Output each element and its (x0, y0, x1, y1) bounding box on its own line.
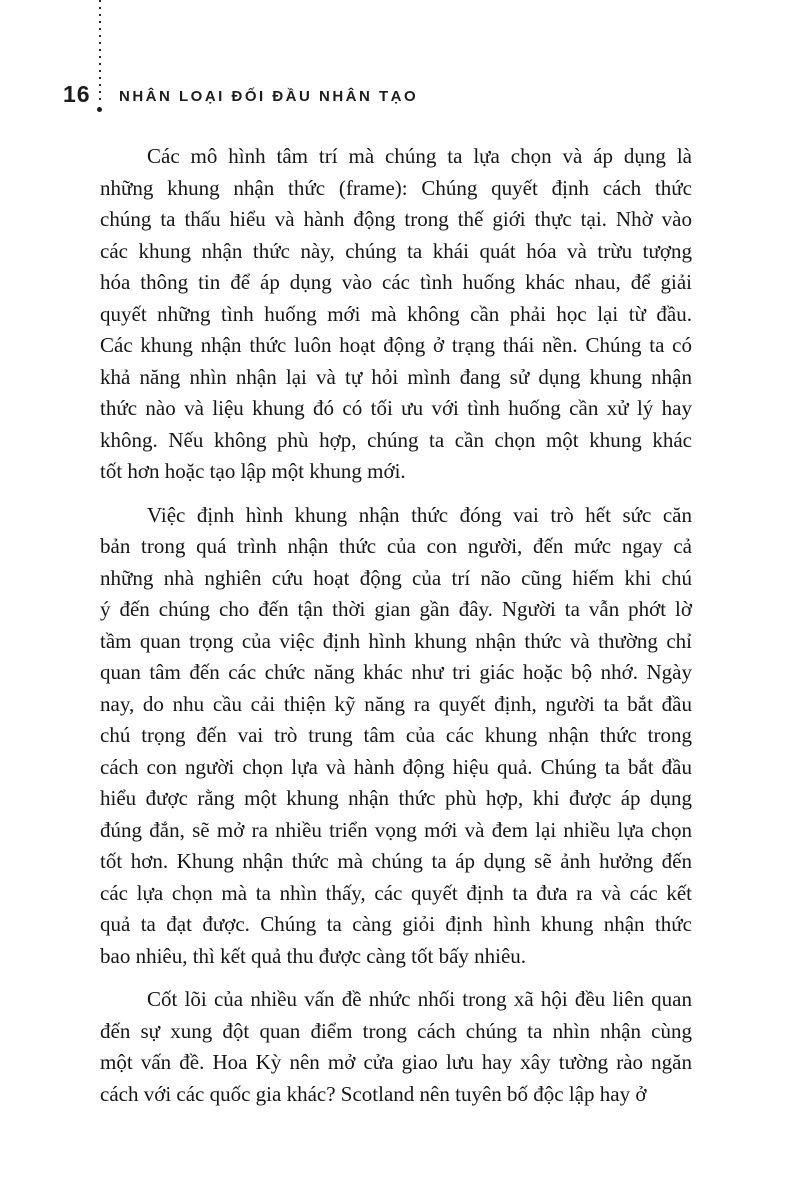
text-line: nay, do nhu cầu cải thiện kỹ năng ra quyết định, người ta bắt đầu (100, 691, 692, 716)
text-line: Các mô hình tâm trí mà chúng ta lựa chọn và áp dụng là (147, 144, 692, 168)
text-line: quyết những tình huống mới mà không cần phải học lại từ đầu. (100, 301, 692, 326)
dotted-divider (99, 0, 101, 103)
text-line: bao nhiêu, thì kết quả thu được càng tốt bấy nhiêu. (100, 943, 527, 968)
text-line: cách con người chọn lựa và hành động hiệu quả. Chúng ta bắt đầu (100, 754, 692, 779)
text-line: tốt hơn. Khung nhận thức mà chúng ta áp dụng sẽ ảnh hưởng đến (100, 849, 692, 873)
text-line: hóa thông tin để áp dụng vào các tình huống khác nhau, để giải (100, 270, 692, 294)
text-line: hiểu được rằng một khung nhận thức phù hợp, khi được áp dụng (100, 786, 692, 810)
text-line: đúng đắn, sẽ mở ra nhiều triển vọng mới và đem lại nhiều lựa chọn (100, 817, 692, 842)
text-line: các khung nhận thức này, chúng ta khái quát hóa và trừu tượng (100, 238, 692, 263)
page-body (100, 141, 692, 1110)
text-line: Cốt lõi của nhiều vấn đề nhức nhối trong xã hội đều liên quan (147, 987, 692, 1011)
text-line: tầm quan trọng của việc định hình khung nhận thức và thường chỉ (100, 628, 692, 653)
text-line: ý đến chúng cho đến tận thời gian gần đây. Người ta vẫn phớt lờ (100, 597, 692, 621)
text-line: tốt hơn hoặc tạo lập một khung mới. (100, 459, 406, 483)
text-line: thức nào và liệu khung đó có tối ưu với tình huống cần xử lý hay (100, 396, 692, 420)
text-line: quả ta đạt được. Chúng ta càng giỏi định hình khung nhận thức (100, 912, 692, 936)
text-line: một vấn đề. Hoa Kỳ nên mở cửa giao lưu hay xây tường rào ngăn (100, 1050, 692, 1074)
text-line: không. Nếu không phù hợp, chúng ta cần chọn một khung khác (100, 427, 692, 452)
text-line: những nhà nghiên cứu hoạt động của trí não cũng hiếm khi chú (100, 565, 692, 590)
paragraph (100, 141, 692, 488)
text-line: các lựa chọn mà ta nhìn thấy, các quyết định ta đưa ra và các kết (100, 880, 692, 905)
text-line: quan tâm đến các chức năng khác như tri giác hoặc bộ nhớ. Ngày (100, 660, 692, 684)
text-line: chúng ta thấu hiểu và hành động trong thế giới thực tại. Nhờ vào (100, 207, 692, 231)
text-line: chú trọng đến vai trò trung tâm của các khung nhận thức trong (100, 723, 692, 747)
text-line: cách với các quốc gia khác? Scotland nên tuyên bố độc lập hay ở (100, 1081, 647, 1106)
text-line: khả năng nhìn nhận lại và tự hỏi mình đang sử dụng khung nhận (100, 364, 692, 389)
paragraph (100, 500, 692, 973)
paragraph (100, 984, 692, 1110)
text-line: đến sự xung đột quan điểm trong cách chúng ta nhìn nhận cùng (100, 1018, 692, 1043)
divider-end-dot (97, 107, 102, 112)
text-line: những khung nhận thức (frame): Chúng quyết định cách thức (100, 175, 692, 200)
text-line: Việc định hình khung nhận thức đóng vai trò hết sức căn (147, 502, 692, 527)
text-line: Các khung nhận thức luôn hoạt động ở trạng thái nền. Chúng ta có (100, 333, 692, 357)
page-number: 16 (63, 81, 91, 107)
running-header: NHÂN LOẠI ĐỐI ĐẦU NHÂN TẠO (119, 88, 419, 105)
text-line: bản trong quá trình nhận thức của con người, đến mức ngay cả (100, 534, 692, 558)
